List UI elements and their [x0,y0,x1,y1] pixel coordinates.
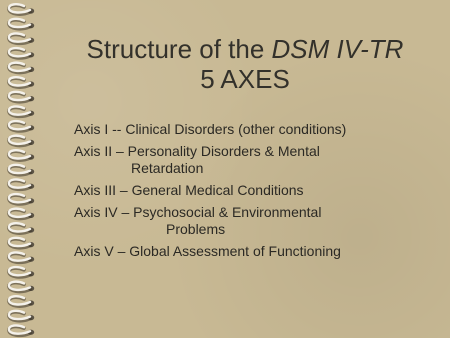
binding-ring [9,48,34,58]
binding-ring [9,63,34,73]
binding-ring [9,106,34,116]
binding-ring [9,194,34,204]
binding-ring [9,252,34,262]
binding-ring [9,325,34,335]
binding-ring [9,209,34,219]
axis-item-1 [74,121,346,138]
binding-ring [9,311,34,321]
slide-title [40,34,450,94]
axis-text: Axis IV – Psychosocial & Environmental [74,204,322,220]
axis-item-5 [74,243,346,260]
binding-ring [9,92,34,102]
title-line-1 [40,34,450,64]
binding-ring [9,33,34,43]
binding-ring [9,77,34,87]
binding-ring [9,19,34,29]
binding-ring [9,165,34,175]
binding-ring [9,296,34,306]
axis-item-4 [74,204,346,238]
binding-ring [9,223,34,233]
title-prefix: Structure of the [86,34,272,64]
binding-ring [9,179,34,189]
binding-ring [9,267,34,277]
axis-item-3 [74,182,346,199]
title-emphasis: DSM IV-TR [271,34,404,64]
axis-continuation: Retardation [131,160,204,176]
binding-ring [9,150,34,160]
binding-ring [9,282,34,292]
axis-continuation: Problems [166,221,226,237]
axis-text: Axis V – Global Assessment of Functioning [74,243,341,259]
notebook-binding-icon [3,0,37,338]
binding-ring [9,136,34,146]
axis-text: Axis I -- Clinical Disorders (other conditions) [74,121,347,137]
binding-ring [9,238,34,248]
axis-text: Axis II – Personality Disorders & Mental [74,143,320,159]
axes-list [74,121,346,265]
axis-item-2 [74,143,346,177]
binding-ring [9,4,34,14]
title-subtitle: 5 AXES [200,64,290,94]
axis-text: Axis III – General Medical Conditions [74,182,304,198]
binding-ring [9,121,34,131]
